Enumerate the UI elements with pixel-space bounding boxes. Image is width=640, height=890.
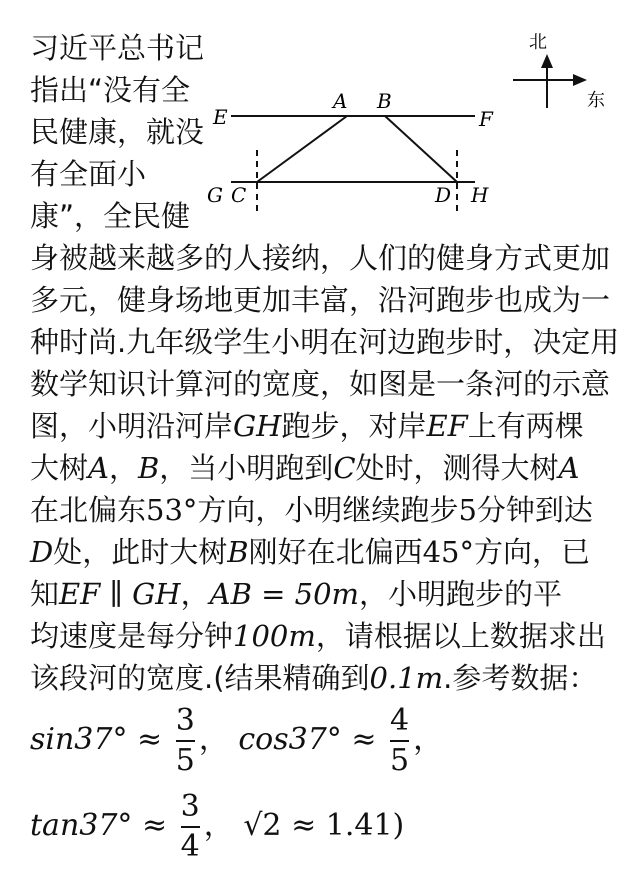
denominator: 5: [390, 743, 410, 778]
text-line-15: [30, 616, 606, 656]
approx-sign: ≈: [291, 808, 317, 843]
text-line-5: 康”，全民健: [30, 199, 191, 233]
compass-north-label: 北: [529, 32, 547, 53]
compass-east-label: 东: [587, 90, 605, 111]
text-segment: 上有两棵: [467, 409, 584, 443]
text-line-4: 有全面小: [30, 157, 147, 191]
text-segment: 方向，已: [474, 535, 591, 569]
separator: ，: [203, 808, 234, 843]
close-paren: ): [392, 808, 405, 843]
text-segment: 分钟到达: [476, 493, 593, 527]
text-segment: 处，此时大树: [53, 535, 228, 569]
fraction-3-5: [176, 704, 195, 778]
river-diagram: [195, 20, 635, 220]
approx-sign: ≈: [141, 808, 168, 843]
east-arrow-icon: [573, 74, 587, 86]
approx-sign: ≈: [351, 722, 377, 757]
math-5: 5: [458, 493, 477, 527]
label-g: G: [207, 183, 223, 207]
text-line-11: [30, 448, 579, 488]
segment-bd: [385, 116, 457, 182]
math-d: D: [30, 535, 54, 569]
formula-line-1: [30, 704, 443, 778]
text-line-12: [30, 490, 593, 530]
text-segment: ，小明跑步的平: [359, 577, 563, 611]
numerator: 3: [175, 703, 195, 738]
text-segment: 大树: [30, 451, 89, 485]
math-a: A: [558, 451, 580, 485]
north-arrow-icon: [541, 54, 553, 68]
text-segment: 图，小明沿河岸: [30, 409, 234, 443]
text-segment: 知: [30, 577, 60, 611]
math-angle-53: 53°: [146, 493, 198, 527]
label-e: E: [213, 105, 228, 129]
text-segment: 该段河的宽度.(结果精确到: [30, 661, 370, 695]
label-f: F: [479, 107, 493, 131]
text-segment: 处时，测得大树: [355, 451, 559, 485]
fraction-4-5: [390, 704, 409, 778]
label-a: A: [333, 89, 348, 113]
text-line-2: 指出“没有全: [30, 73, 191, 107]
text-line-9: 数学知识计算河的宽度，如图是一条河的示意: [30, 367, 611, 401]
denominator: 5: [175, 743, 195, 778]
text-line-8: 种时尚.九年级学生小明在河边跑步时，决定用: [30, 325, 620, 359]
text-segment: 方向，小明继续跑步: [197, 493, 459, 527]
math-precision: 0.1m: [369, 661, 444, 695]
text-segment: ，: [180, 577, 210, 611]
formula-line-2: [30, 790, 404, 864]
fraction-3-4: [181, 790, 200, 864]
text-segment: 跑步，对岸: [281, 409, 427, 443]
math-ab-length: AB = 50m: [209, 577, 360, 611]
math-gh: GH: [233, 409, 282, 443]
segment-ca: [257, 116, 347, 182]
label-c: C: [231, 183, 247, 207]
text-segment: ，: [108, 451, 138, 485]
text-line-6: 身被越来越多的人接纳，人们的健身方式更加: [30, 241, 611, 275]
math-speed: 100m: [233, 619, 316, 653]
text-line-1: 习近平总书记: [30, 31, 205, 65]
text-line-13: [30, 532, 590, 572]
separator: ，: [198, 722, 229, 757]
math-c: C: [333, 451, 356, 485]
text-line-3: 民健康，就没: [30, 115, 205, 149]
text-line-10: [30, 406, 584, 446]
math-b: B: [227, 535, 249, 569]
text-line-16: [30, 658, 597, 698]
text-segment: ，请根据以上数据求出: [315, 619, 606, 653]
math-value: 1.41: [325, 808, 393, 843]
math-tan37: tan37°: [30, 808, 133, 843]
denominator: 4: [180, 829, 200, 864]
math-sin37: sin37°: [30, 722, 128, 757]
math-angle-45: 45°: [422, 535, 475, 569]
text-segment: .参考数据：: [443, 661, 598, 695]
math-b: B: [137, 451, 160, 485]
text-segment: 在北偏东: [30, 493, 147, 527]
text-segment: ，当小明跑到: [159, 451, 334, 485]
math-sqrt2: √2: [243, 808, 282, 843]
text-line-7: 多元，健身场地更加丰富，沿河跑步也成为一: [30, 283, 611, 317]
label-b: B: [377, 89, 392, 113]
math-ef: EF: [426, 409, 468, 443]
math-a: A: [88, 451, 109, 485]
text-line-14: [30, 574, 562, 614]
separator: ，: [413, 722, 444, 757]
numerator: 4: [390, 703, 410, 738]
text-segment: 均速度是每分钟: [30, 619, 234, 653]
label-h: H: [471, 183, 489, 207]
label-d: D: [435, 183, 452, 207]
text-segment: 刚好在北偏西: [248, 535, 423, 569]
approx-sign: ≈: [137, 722, 163, 757]
math-cos37: cos37°: [238, 722, 342, 757]
numerator: 3: [180, 789, 200, 824]
math-parallel: EF ∥ GH: [59, 577, 181, 611]
